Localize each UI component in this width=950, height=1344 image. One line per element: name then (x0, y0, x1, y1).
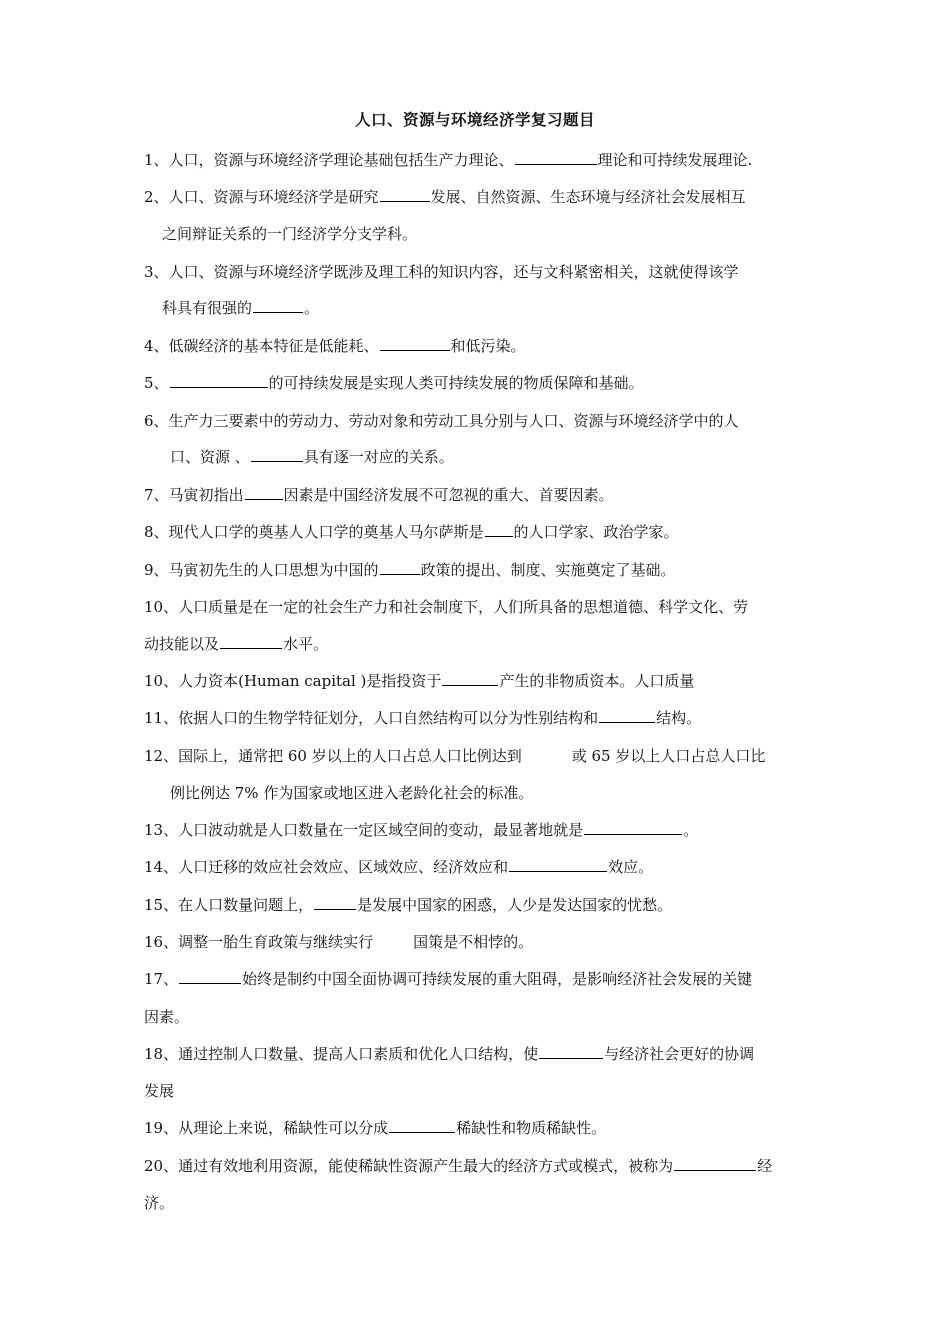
question-text: 或 65 岁以上人口占总人口比 (571, 747, 766, 765)
question-text: 产生的非物质资本。人口质量 (499, 672, 695, 690)
question-line (144, 597, 748, 617)
document-title: 人口、资源与环境经济学复习题目 (354, 111, 595, 129)
question-text: 14、人口迁移的效应社会效应、区域效应、经济效应和 (144, 858, 509, 876)
question-text: 之间辩证关系的一门经济学分支学科。 (162, 225, 418, 243)
question-line (144, 560, 676, 580)
question-line (170, 783, 533, 803)
answer-blank[interactable] (509, 857, 607, 872)
question-line (144, 150, 752, 170)
question-line (162, 224, 417, 244)
answer-blank[interactable] (380, 336, 450, 351)
question-text: 16、调整一胎生育政策与继续实行 (144, 933, 374, 951)
question-line (144, 634, 328, 654)
question-line (144, 1118, 606, 1138)
answer-blank[interactable] (253, 298, 303, 313)
answer-blank[interactable] (245, 485, 283, 500)
question-text: 3、人口、资源与环境经济学既涉及理工科的知识内容，还与文科紧密相关，这就使得该学 (144, 263, 739, 281)
answer-blank[interactable] (584, 820, 682, 835)
question-line (144, 1044, 754, 1064)
answer-blank[interactable] (599, 708, 655, 723)
question-text: 10、人力资本(Human capital )是指投资于 (144, 672, 442, 690)
question-text: 因素。 (144, 1008, 190, 1026)
question-text: 18、通过控制人口数量、提高人口素质和优化人口结构，使 (144, 1045, 539, 1063)
question-text: 7、马寅初指出 (144, 486, 244, 504)
question-text: 发展、自然资源、生态环境与经济社会发展相互 (430, 188, 746, 206)
question-text: 13、人口波动就是人口数量在一定区域空间的变动，最显著地就是 (144, 821, 584, 839)
question-text: 动技能以及 (144, 635, 220, 653)
question-line (144, 1007, 189, 1027)
answer-blank[interactable] (515, 150, 597, 165)
question-text: 11、依据人口的生物学特征划分，人口自然结构可以分为性别结构和 (144, 709, 599, 727)
question-line (144, 373, 644, 393)
question-text: 始终是制约中国全面协调可持续发展的重大阻碍，是影响经济社会发展的关键 (242, 970, 753, 988)
question-text: 稀缺性和物质稀缺性。 (456, 1119, 607, 1137)
question-line (144, 1193, 174, 1213)
question-line (144, 746, 765, 766)
answer-blank[interactable] (170, 373, 268, 388)
answer-blank[interactable] (314, 895, 356, 910)
answer-blank[interactable] (220, 634, 282, 649)
question-line (144, 895, 672, 915)
question-line (144, 187, 746, 207)
question-text: 水平。 (283, 635, 329, 653)
question-text: 15、在人口数量问题上， (144, 896, 314, 914)
question-line (144, 411, 739, 431)
question-text: 5、 (144, 374, 169, 392)
answer-blank[interactable] (389, 1118, 455, 1133)
question-line (144, 969, 752, 989)
question-text: 的人口学家、政治学家。 (513, 523, 679, 541)
question-line (144, 671, 694, 691)
question-text: 20、通过有效地利用资源，能使稀缺性资源产生最大的经济方式或模式，被称为 (144, 1157, 674, 1175)
question-text: 效应。 (608, 858, 654, 876)
question-line (144, 820, 698, 840)
question-line (144, 1156, 772, 1176)
question-line (144, 336, 526, 356)
answer-blank[interactable] (539, 1044, 603, 1059)
question-text: 。 (304, 299, 320, 317)
question-text: 10、人口质量是在一定的社会生产力和社会制度下，人们所具备的思想道德、科学文化、劳 (144, 598, 749, 616)
question-line (170, 447, 454, 467)
question-text: 例比例达 7% 作为国家或地区进入老龄化社会的标准。 (170, 784, 534, 802)
question-line (144, 857, 653, 877)
question-text: 12、国际上，通常把 60 岁以上的人口占总人口比例达到 (144, 747, 522, 765)
question-line (144, 262, 739, 282)
question-text: 科具有很强的 (162, 299, 253, 317)
question-text: 理论和可持续发展理论. (597, 151, 753, 169)
question-text: 4、低碳经济的基本特征是低能耗、 (144, 337, 379, 355)
question-text: 是发展中国家的困惑，人少是发达国家的忧愁。 (357, 896, 673, 914)
question-line (144, 1081, 174, 1101)
question-text: 结构。 (656, 709, 702, 727)
question-text: 8、现代人口学的奠基人人口学的奠基人马尔萨斯是 (144, 523, 484, 541)
question-text: 具有逐一对应的关系。 (303, 448, 454, 466)
answer-blank[interactable] (674, 1156, 756, 1171)
question-line (162, 298, 319, 318)
question-line (144, 932, 533, 952)
answer-blank[interactable] (442, 671, 498, 686)
answer-blank[interactable] (179, 969, 241, 984)
question-text: 的可持续发展是实现人类可持续发展的物质保障和基础。 (268, 374, 644, 392)
question-text: 济。 (144, 1194, 175, 1212)
question-text: 2、人口、资源与环境经济学是研究 (144, 188, 379, 206)
question-text: 6、生产力三要素中的劳动力、劳动对象和劳动工具分别与人口、资源与环境经济学中的人 (144, 412, 739, 430)
question-text: 因素是中国经济发展不可忽视的重大、首要因素。 (283, 486, 614, 504)
question-text: 1、人口，资源与环境经济学理论基础包括生产力理论、 (144, 151, 514, 169)
question-line (144, 708, 701, 728)
answer-blank[interactable] (485, 522, 513, 537)
answer-blank[interactable] (251, 447, 303, 462)
question-text: 口、资源 、 (170, 448, 250, 466)
answer-blank[interactable] (380, 560, 420, 575)
question-text: 国策是不相悖的。 (413, 933, 534, 951)
question-text: 发展 (144, 1082, 175, 1100)
question-text: 9、马寅初先生的人口思想为中国的 (144, 561, 379, 579)
question-text: 19、从理论上来说，稀缺性可以分成 (144, 1119, 389, 1137)
question-line (144, 485, 614, 505)
question-text: 经 (757, 1157, 773, 1175)
question-text: 和低污染。 (450, 337, 526, 355)
question-line (144, 522, 679, 542)
question-text: 17、 (144, 970, 179, 988)
question-text: 。 (683, 821, 699, 839)
question-text: 政策的提出、制度、实施奠定了基础。 (420, 561, 676, 579)
question-text: 与经济社会更好的协调 (604, 1045, 755, 1063)
answer-blank[interactable] (380, 187, 430, 202)
